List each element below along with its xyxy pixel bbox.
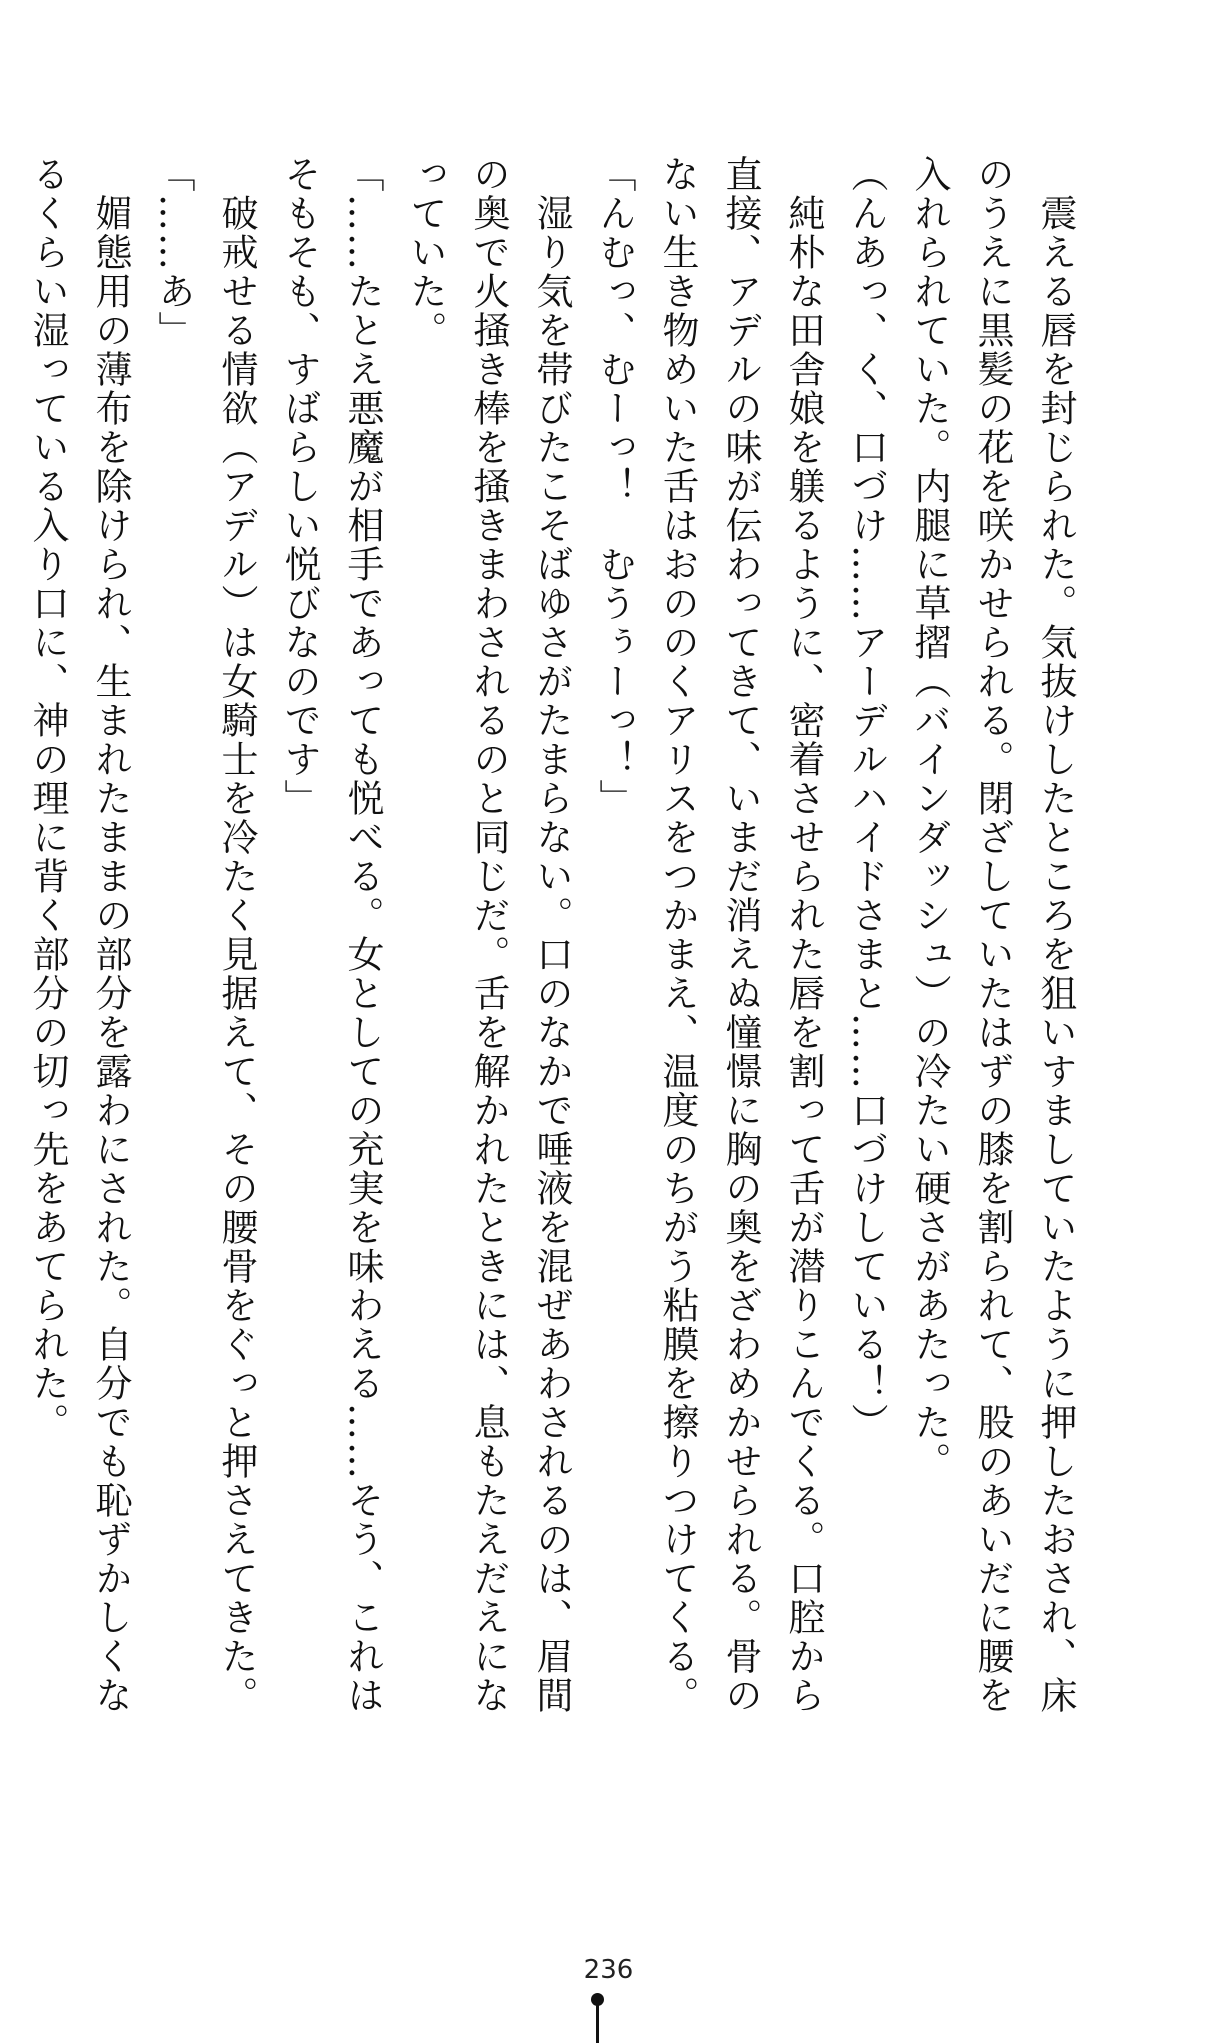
text-line: 直接、アデルの味が伝わってきて、いまだ消えぬ憧憬に胸の奥をざわめかせられる。骨の xyxy=(719,155,762,1715)
page-number: 236 xyxy=(583,1955,634,1985)
text-line: （んあっ、く、口づけ……アーデルハイドさまと……口づけしている！） xyxy=(845,155,888,1442)
page-marker-line xyxy=(596,2005,599,2043)
text-line: 「……あ」 xyxy=(152,155,195,350)
text-line: るくらい湿っている入り口に、神の理に背く部分の切っ先をあてられた。 xyxy=(26,155,69,1442)
text-line: の奥で火掻き棒を掻きまわされるのと同じだ。舌を解かれたときには、息もたえだえにな xyxy=(467,155,510,1715)
text-line: っていた。 xyxy=(404,155,447,350)
text-line: 湿り気を帯びたこそばゆさがたまらない。口のなかで唾液を混ぜあわされるのは、眉間 xyxy=(530,155,573,1715)
text-line: 媚態用の薄布を除けられ、生まれたままの部分を露わにされた。自分でも恥ずかしくな xyxy=(89,155,132,1715)
text-line: 「んむっ、むーっ！ むうぅーっ！」 xyxy=(593,155,636,818)
text-line: 入れられていた。内腿に草摺（バインダッシュ）の冷たい硬さがあたった。 xyxy=(908,155,951,1481)
novel-text xyxy=(16,155,1087,1835)
text-line: 純朴な田舎娘を躾るように、密着させられた唇を割って舌が潜りこんでくる。口腔から xyxy=(782,155,825,1715)
text-line: 破戒せる情欲（アデル）は女騎士を冷たく見据えて、その腰骨をぐっと押さえてきた。 xyxy=(215,155,258,1715)
text-line: そもそも、すばらしい悦びなのです」 xyxy=(278,155,321,818)
text-line: 震える唇を封じられた。気抜けしたところを狙いすましていたように押したおされ、床 xyxy=(1034,155,1077,1715)
text-line: ない生き物めいた舌はおののくアリスをつかまえ、温度のちがう粘膜を擦りつけてくる。 xyxy=(656,155,699,1715)
text-line: 「……たとえ悪魔が相手であっても悦べる。女としての充実を味わえる……そう、これは xyxy=(341,155,384,1715)
text-line: のうえに黒髪の花を咲かせられる。閉ざしていたはずの膝を割られて、股のあいだに腰を xyxy=(971,155,1014,1715)
